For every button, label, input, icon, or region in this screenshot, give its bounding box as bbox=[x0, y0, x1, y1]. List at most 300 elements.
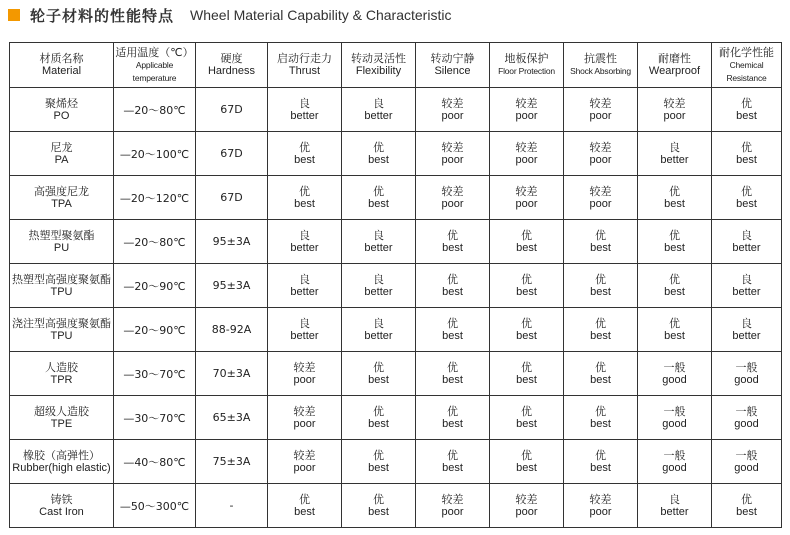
rating-cell bbox=[268, 308, 342, 352]
rating-en: better bbox=[732, 286, 761, 298]
material-cell bbox=[10, 220, 114, 264]
rating-en: best bbox=[590, 374, 611, 386]
rating-cell bbox=[268, 220, 342, 264]
rating-en: good bbox=[734, 462, 759, 474]
rating-cell bbox=[712, 220, 782, 264]
rating-en: best bbox=[736, 506, 757, 518]
rating-cn: 一般 bbox=[663, 361, 686, 374]
material-cell bbox=[10, 264, 114, 308]
column-header-cn: 适用温度（℃） bbox=[115, 45, 194, 59]
rating-cn: 优 bbox=[373, 405, 384, 418]
rating-cn: 一般 bbox=[735, 449, 758, 462]
rating-cn: 优 bbox=[447, 405, 458, 418]
hardness-cell: 88-92A bbox=[196, 308, 268, 352]
rating-en: good bbox=[734, 374, 759, 386]
page-title-en: Wheel Material Capability & Characteristic bbox=[190, 7, 452, 23]
rating-cn: 优 bbox=[741, 141, 752, 154]
rating-cn: 优 bbox=[741, 185, 752, 198]
rating-cn: 良 bbox=[373, 229, 384, 242]
material-name-cn: 聚烯烃 bbox=[45, 96, 78, 110]
hardness-cell: 95±3A bbox=[196, 264, 268, 308]
hardness-cell: 95±3A bbox=[196, 220, 268, 264]
rating-en: best bbox=[736, 154, 757, 166]
table-row bbox=[10, 484, 782, 528]
temperature-cell: —30～70℃ bbox=[114, 396, 196, 440]
rating-cell bbox=[564, 88, 638, 132]
material-name-en: TPE bbox=[50, 417, 73, 430]
rating-cell bbox=[712, 440, 782, 484]
rating-en: better bbox=[290, 330, 319, 342]
rating-cell bbox=[416, 440, 490, 484]
rating-cn: 优 bbox=[521, 317, 532, 330]
rating-cn: 较差 bbox=[441, 185, 464, 198]
rating-cell bbox=[712, 308, 782, 352]
rating-en: poor bbox=[441, 154, 464, 166]
rating-en: poor bbox=[441, 198, 464, 210]
rating-cn: 良 bbox=[669, 493, 680, 506]
rating-en: better bbox=[364, 242, 393, 254]
rating-cn: 较差 bbox=[441, 493, 464, 506]
rating-cell bbox=[490, 440, 564, 484]
material-name-cn: 尼龙 bbox=[50, 140, 73, 154]
temperature-cell: —50～300℃ bbox=[114, 484, 196, 528]
rating-cell bbox=[416, 132, 490, 176]
title-bar bbox=[8, 4, 451, 26]
rating-en: best bbox=[664, 198, 685, 210]
column-header-cn: 抗震性 bbox=[584, 52, 617, 65]
rating-en: better bbox=[364, 286, 393, 298]
rating-cn: 优 bbox=[741, 493, 752, 506]
table-body bbox=[10, 88, 782, 528]
table-row bbox=[10, 132, 782, 176]
rating-cell bbox=[712, 396, 782, 440]
rating-en: poor bbox=[663, 110, 686, 122]
rating-en: best bbox=[736, 198, 757, 210]
rating-cell bbox=[268, 440, 342, 484]
column-header bbox=[416, 43, 490, 88]
column-header-cn: 材质名称 bbox=[39, 52, 84, 65]
column-header-cn: 耐磨性 bbox=[658, 52, 691, 65]
rating-en: poor bbox=[441, 110, 464, 122]
temperature-cell: —20～80℃ bbox=[114, 88, 196, 132]
rating-en: best bbox=[294, 506, 315, 518]
rating-en: poor bbox=[293, 418, 316, 430]
rating-en: better bbox=[732, 330, 761, 342]
rating-en: best bbox=[516, 242, 537, 254]
column-header-en: Floor Protection bbox=[498, 66, 555, 76]
rating-cell bbox=[416, 264, 490, 308]
rating-cn: 优 bbox=[373, 185, 384, 198]
material-cell bbox=[10, 440, 114, 484]
rating-en: best bbox=[590, 286, 611, 298]
rating-cn: 优 bbox=[299, 141, 310, 154]
column-header-en: Hardness bbox=[207, 65, 256, 77]
rating-en: best bbox=[516, 418, 537, 430]
rating-cn: 良 bbox=[373, 273, 384, 286]
rating-en: best bbox=[736, 110, 757, 122]
rating-cn: 优 bbox=[521, 449, 532, 462]
rating-en: best bbox=[368, 462, 389, 474]
rating-en: poor bbox=[293, 374, 316, 386]
rating-cell bbox=[490, 396, 564, 440]
rating-en: poor bbox=[441, 506, 464, 518]
rating-en: best bbox=[442, 418, 463, 430]
rating-cell bbox=[638, 484, 712, 528]
rating-cell bbox=[342, 132, 416, 176]
column-header bbox=[10, 43, 114, 88]
rating-cell bbox=[638, 352, 712, 396]
rating-cn: 良 bbox=[299, 273, 310, 286]
rating-cn: 良 bbox=[741, 229, 752, 242]
rating-en: best bbox=[590, 242, 611, 254]
rating-en: best bbox=[516, 374, 537, 386]
rating-en: good bbox=[662, 462, 687, 474]
temperature-cell: —30～70℃ bbox=[114, 352, 196, 396]
material-cell bbox=[10, 484, 114, 528]
rating-cn: 良 bbox=[299, 229, 310, 242]
rating-en: poor bbox=[515, 154, 538, 166]
rating-cn: 较差 bbox=[441, 141, 464, 154]
rating-cn: 较差 bbox=[293, 405, 316, 418]
rating-cell bbox=[564, 396, 638, 440]
material-name-cn: 超级人造胶 bbox=[34, 404, 89, 418]
rating-en: poor bbox=[589, 198, 612, 210]
hardness-cell: - bbox=[196, 484, 268, 528]
rating-en: best bbox=[590, 330, 611, 342]
hardness-cell: 67D bbox=[196, 176, 268, 220]
column-header bbox=[490, 43, 564, 88]
rating-cell bbox=[268, 176, 342, 220]
column-header-en: Chemical Resistance bbox=[726, 59, 767, 83]
rating-cell bbox=[416, 220, 490, 264]
rating-cell bbox=[564, 264, 638, 308]
rating-en: better bbox=[290, 242, 319, 254]
column-header-en: Flexibility bbox=[355, 65, 402, 77]
rating-cell bbox=[712, 352, 782, 396]
rating-cell bbox=[564, 176, 638, 220]
rating-en: best bbox=[442, 374, 463, 386]
material-cell bbox=[10, 352, 114, 396]
rating-cn: 较差 bbox=[515, 97, 538, 110]
material-name-en: PU bbox=[53, 241, 70, 254]
column-header bbox=[342, 43, 416, 88]
title-bullet-icon bbox=[8, 9, 20, 21]
material-name-cn: 人造胶 bbox=[45, 360, 78, 374]
rating-cn: 较差 bbox=[515, 185, 538, 198]
rating-cell bbox=[564, 440, 638, 484]
rating-en: best bbox=[664, 330, 685, 342]
rating-en: better bbox=[660, 154, 689, 166]
rating-en: poor bbox=[589, 110, 612, 122]
rating-cn: 优 bbox=[299, 493, 310, 506]
rating-cn: 一般 bbox=[735, 361, 758, 374]
table-row bbox=[10, 220, 782, 264]
rating-en: best bbox=[294, 198, 315, 210]
rating-en: best bbox=[368, 198, 389, 210]
table-row bbox=[10, 88, 782, 132]
rating-en: better bbox=[290, 286, 319, 298]
rating-cn: 较差 bbox=[515, 141, 538, 154]
rating-en: poor bbox=[515, 110, 538, 122]
rating-en: best bbox=[442, 286, 463, 298]
rating-cn: 良 bbox=[373, 97, 384, 110]
column-header-cn: 耐化学性能 bbox=[719, 45, 774, 59]
rating-en: better bbox=[660, 506, 689, 518]
table-row bbox=[10, 396, 782, 440]
rating-cell bbox=[490, 352, 564, 396]
column-header bbox=[638, 43, 712, 88]
material-name-en: Rubber(high elastic) bbox=[12, 461, 111, 474]
rating-cell bbox=[638, 88, 712, 132]
hardness-cell: 67D bbox=[196, 88, 268, 132]
rating-cn: 良 bbox=[741, 317, 752, 330]
material-name-en: PO bbox=[53, 109, 70, 122]
rating-cell bbox=[712, 132, 782, 176]
rating-cell bbox=[416, 352, 490, 396]
temperature-cell: —20～80℃ bbox=[114, 220, 196, 264]
temperature-cell: —20～90℃ bbox=[114, 308, 196, 352]
rating-cell bbox=[564, 484, 638, 528]
rating-cell bbox=[268, 396, 342, 440]
hardness-cell: 65±3A bbox=[196, 396, 268, 440]
rating-cn: 优 bbox=[521, 405, 532, 418]
rating-cn: 优 bbox=[595, 229, 606, 242]
rating-cn: 优 bbox=[595, 449, 606, 462]
rating-cn: 较差 bbox=[589, 493, 612, 506]
rating-cell bbox=[342, 396, 416, 440]
rating-cell bbox=[268, 352, 342, 396]
rating-cn: 良 bbox=[299, 317, 310, 330]
material-cell bbox=[10, 396, 114, 440]
rating-cell bbox=[268, 484, 342, 528]
rating-en: poor bbox=[515, 198, 538, 210]
rating-cell bbox=[342, 484, 416, 528]
column-header-cn: 硬度 bbox=[220, 52, 243, 65]
material-cell bbox=[10, 308, 114, 352]
rating-en: best bbox=[442, 462, 463, 474]
rating-cell bbox=[342, 220, 416, 264]
rating-cell bbox=[416, 176, 490, 220]
rating-cell bbox=[638, 396, 712, 440]
rating-cn: 良 bbox=[373, 317, 384, 330]
rating-cn: 良 bbox=[741, 273, 752, 286]
rating-cn: 优 bbox=[373, 141, 384, 154]
rating-en: best bbox=[368, 154, 389, 166]
column-header-en: Thrust bbox=[288, 65, 321, 77]
column-header-cn: 转动宁静 bbox=[430, 52, 475, 65]
temperature-cell: —20～120℃ bbox=[114, 176, 196, 220]
column-header-en: Applicable temperature bbox=[132, 59, 177, 83]
material-name-en: TPU bbox=[50, 285, 73, 298]
rating-cn: 较差 bbox=[293, 361, 316, 374]
column-header-cn: 转动灵活性 bbox=[351, 52, 406, 65]
rating-en: better bbox=[364, 110, 393, 122]
material-name-en: TPU bbox=[50, 329, 73, 342]
rating-cn: 优 bbox=[521, 361, 532, 374]
rating-cell bbox=[638, 440, 712, 484]
column-header-cn: 启动行走力 bbox=[277, 52, 332, 65]
rating-en: good bbox=[662, 374, 687, 386]
material-name-en: TPR bbox=[50, 373, 73, 386]
rating-cn: 优 bbox=[595, 361, 606, 374]
rating-cn: 优 bbox=[595, 405, 606, 418]
temperature-cell: —20～100℃ bbox=[114, 132, 196, 176]
temperature-cell: —20～90℃ bbox=[114, 264, 196, 308]
table-row bbox=[10, 264, 782, 308]
rating-cn: 一般 bbox=[663, 405, 686, 418]
rating-cell bbox=[712, 88, 782, 132]
rating-cell bbox=[342, 264, 416, 308]
rating-cell bbox=[490, 308, 564, 352]
rating-cell bbox=[416, 88, 490, 132]
rating-cell bbox=[490, 132, 564, 176]
rating-cn: 优 bbox=[447, 361, 458, 374]
rating-en: good bbox=[734, 418, 759, 430]
rating-en: better bbox=[364, 330, 393, 342]
material-name-en: Cast Iron bbox=[39, 505, 84, 518]
hardness-cell: 70±3A bbox=[196, 352, 268, 396]
rating-cell bbox=[712, 484, 782, 528]
column-header-en: Material bbox=[41, 65, 82, 77]
rating-cn: 较差 bbox=[663, 97, 686, 110]
rating-cn: 较差 bbox=[293, 449, 316, 462]
hardness-cell: 75±3A bbox=[196, 440, 268, 484]
rating-cell bbox=[342, 88, 416, 132]
column-header bbox=[712, 43, 782, 88]
table-row bbox=[10, 352, 782, 396]
rating-cn: 优 bbox=[299, 185, 310, 198]
material-cell bbox=[10, 176, 114, 220]
material-name-cn: 浇注型高强度聚氨酯 bbox=[12, 316, 111, 330]
rating-cn: 优 bbox=[741, 97, 752, 110]
rating-en: best bbox=[516, 462, 537, 474]
rating-cn: 优 bbox=[595, 317, 606, 330]
rating-cn: 优 bbox=[669, 273, 680, 286]
column-header-en: Shock Absorbing bbox=[570, 66, 631, 76]
table-row bbox=[10, 308, 782, 352]
rating-cn: 优 bbox=[447, 449, 458, 462]
rating-cn: 较差 bbox=[441, 97, 464, 110]
rating-en: better bbox=[290, 110, 319, 122]
column-header bbox=[268, 43, 342, 88]
column-header-cn: 地板保护 bbox=[504, 52, 549, 65]
material-name-cn: 高强度尼龙 bbox=[34, 184, 89, 198]
rating-cell bbox=[490, 220, 564, 264]
rating-cell bbox=[490, 264, 564, 308]
rating-cn: 良 bbox=[669, 141, 680, 154]
rating-cell bbox=[564, 352, 638, 396]
rating-en: good bbox=[662, 418, 687, 430]
rating-cell bbox=[490, 176, 564, 220]
table-header-row bbox=[10, 43, 782, 88]
rating-cell bbox=[564, 132, 638, 176]
rating-cn: 优 bbox=[669, 317, 680, 330]
rating-cn: 优 bbox=[447, 229, 458, 242]
rating-cell bbox=[268, 132, 342, 176]
rating-en: best bbox=[368, 418, 389, 430]
material-cell bbox=[10, 132, 114, 176]
rating-cn: 优 bbox=[669, 229, 680, 242]
rating-en: best bbox=[516, 286, 537, 298]
rating-cell bbox=[638, 176, 712, 220]
rating-cell bbox=[416, 484, 490, 528]
column-header bbox=[114, 43, 196, 88]
rating-en: best bbox=[590, 462, 611, 474]
rating-cell bbox=[342, 440, 416, 484]
material-name-cn: 热塑型高强度聚氨酯 bbox=[12, 272, 111, 286]
material-name-en: PA bbox=[54, 153, 69, 166]
rating-cn: 较差 bbox=[589, 141, 612, 154]
rating-en: poor bbox=[515, 506, 538, 518]
rating-cell bbox=[638, 264, 712, 308]
rating-en: poor bbox=[589, 154, 612, 166]
material-name-en: TPA bbox=[51, 197, 72, 210]
rating-cell bbox=[490, 484, 564, 528]
rating-cell bbox=[564, 220, 638, 264]
rating-en: better bbox=[732, 242, 761, 254]
rating-en: best bbox=[368, 374, 389, 386]
rating-cn: 优 bbox=[373, 493, 384, 506]
rating-en: best bbox=[664, 286, 685, 298]
rating-cell bbox=[564, 308, 638, 352]
rating-en: best bbox=[442, 242, 463, 254]
rating-cell bbox=[712, 176, 782, 220]
rating-cell bbox=[638, 220, 712, 264]
rating-cn: 优 bbox=[521, 273, 532, 286]
table-row bbox=[10, 440, 782, 484]
column-header-en: Wearproof bbox=[648, 65, 701, 77]
page-title-cn: 轮子材料的性能特点 bbox=[30, 6, 175, 25]
rating-cn: 一般 bbox=[735, 405, 758, 418]
rating-cell bbox=[638, 308, 712, 352]
rating-cell bbox=[416, 308, 490, 352]
material-name-cn: 铸铁 bbox=[50, 492, 73, 506]
rating-en: best bbox=[590, 418, 611, 430]
material-cell bbox=[10, 88, 114, 132]
table-row bbox=[10, 176, 782, 220]
rating-cn: 较差 bbox=[515, 493, 538, 506]
rating-cell bbox=[416, 396, 490, 440]
rating-cn: 优 bbox=[373, 361, 384, 374]
rating-en: best bbox=[516, 330, 537, 342]
column-header bbox=[564, 43, 638, 88]
rating-cell bbox=[342, 352, 416, 396]
rating-cn: 优 bbox=[447, 273, 458, 286]
rating-cn: 优 bbox=[521, 229, 532, 242]
material-name-cn: 橡胶（高弹性） bbox=[23, 448, 100, 462]
rating-cell bbox=[712, 264, 782, 308]
rating-cn: 优 bbox=[595, 273, 606, 286]
rating-cell bbox=[342, 176, 416, 220]
rating-en: poor bbox=[589, 506, 612, 518]
rating-cell bbox=[268, 88, 342, 132]
rating-en: best bbox=[664, 242, 685, 254]
rating-en: poor bbox=[293, 462, 316, 474]
column-header bbox=[196, 43, 268, 88]
rating-cell bbox=[490, 88, 564, 132]
rating-cell bbox=[638, 132, 712, 176]
rating-en: best bbox=[442, 330, 463, 342]
rating-cn: 优 bbox=[669, 185, 680, 198]
column-header-en: Silence bbox=[434, 65, 471, 77]
rating-cn: 优 bbox=[373, 449, 384, 462]
rating-cn: 良 bbox=[299, 97, 310, 110]
temperature-cell: —40～80℃ bbox=[114, 440, 196, 484]
material-table bbox=[9, 42, 782, 528]
material-name-cn: 热塑型聚氨酯 bbox=[28, 228, 95, 242]
rating-cn: 较差 bbox=[589, 185, 612, 198]
rating-en: best bbox=[294, 154, 315, 166]
